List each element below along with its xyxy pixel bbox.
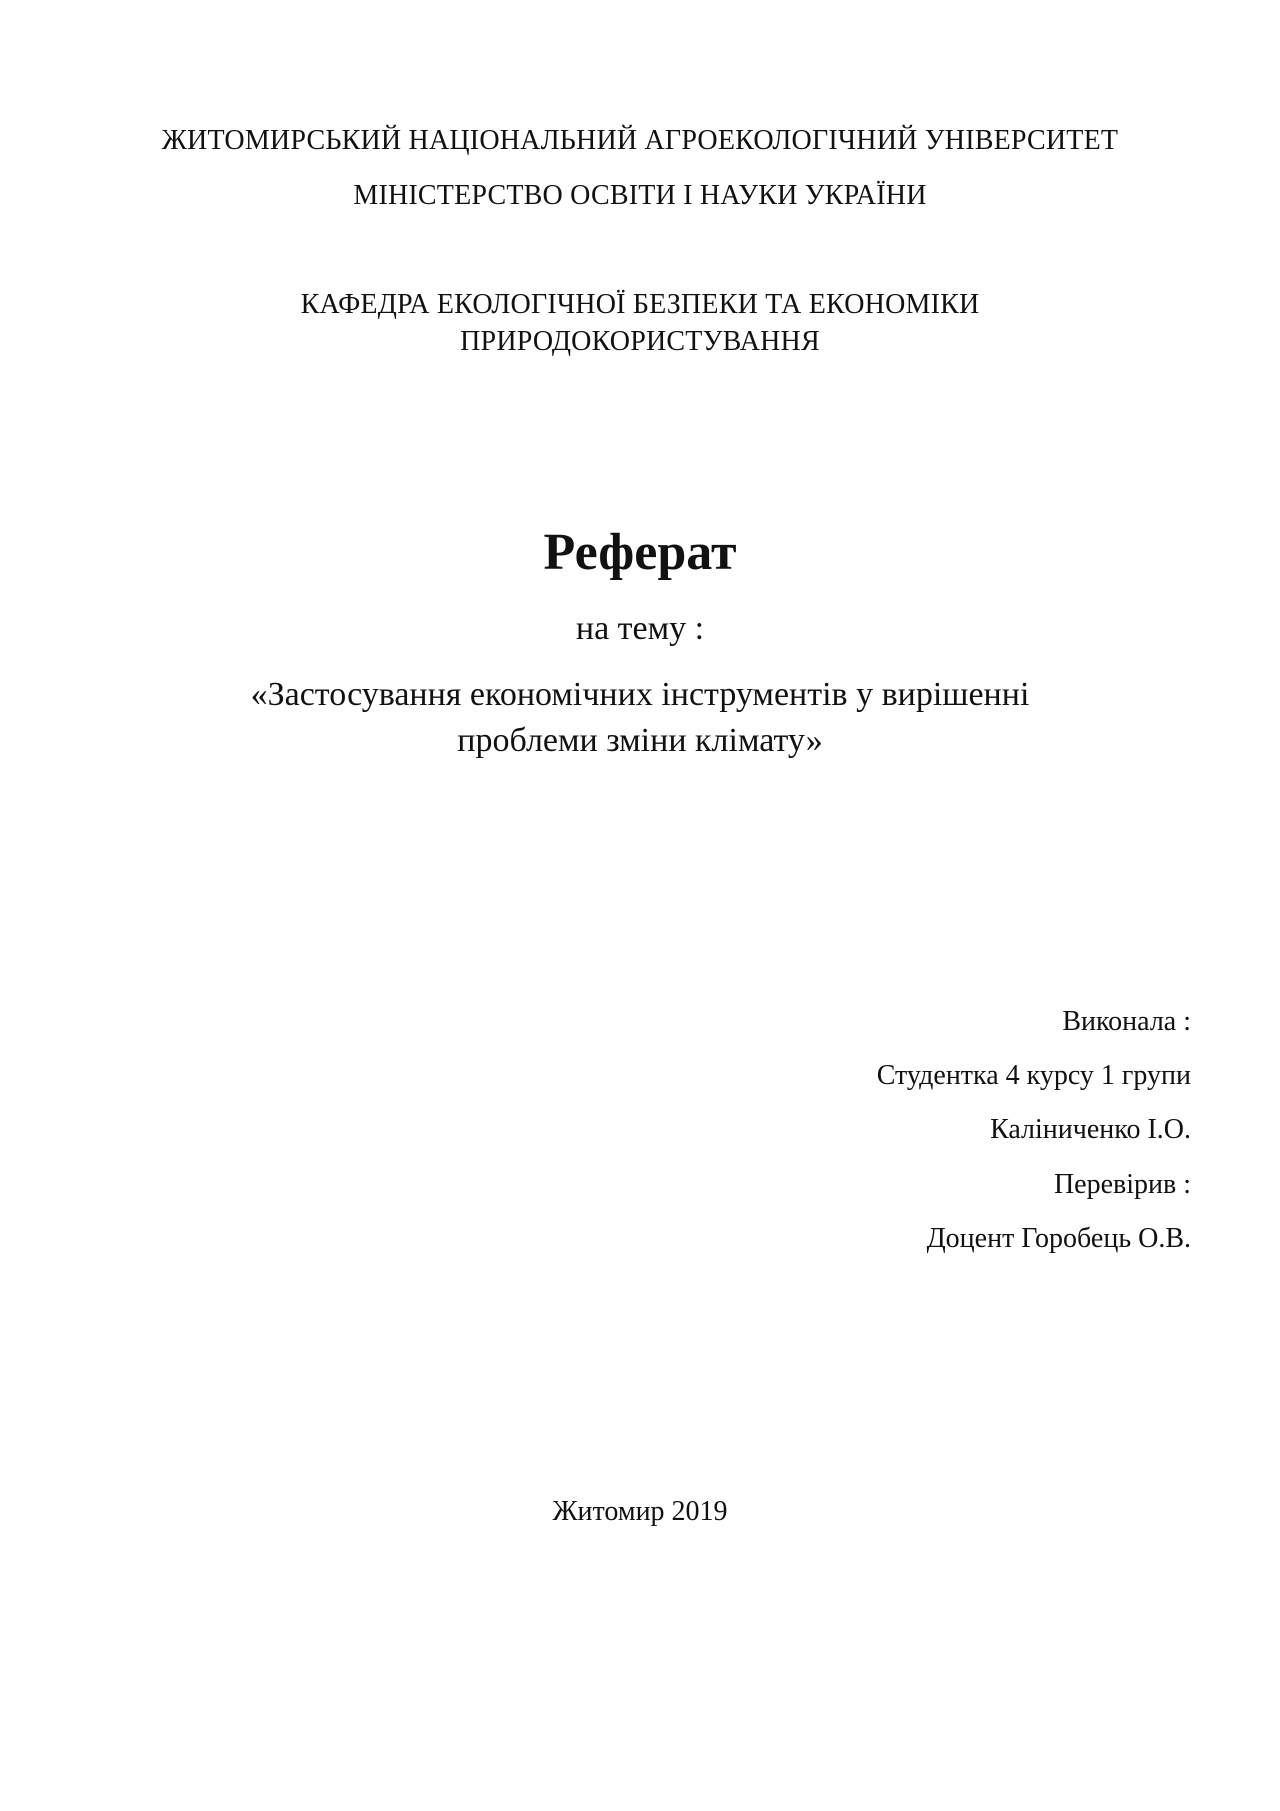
student-name: Каліниченко І.О. [990, 1114, 1191, 1145]
document-subtitle: на тему : [575, 610, 705, 647]
performed-label: Виконала : [1062, 1006, 1191, 1037]
university-name: ЖИТОМИРСЬКИЙ НАЦІОНАЛЬНИЙ АГРОЕКОЛОГІЧНИЙ УНІВЕРСИТЕТ [161, 125, 1119, 156]
checked-label: Перевірив : [1053, 1169, 1191, 1200]
document-title: Реферат [543, 524, 737, 581]
topic-line1: «Застосування економічних інструментів у вирішенні [250, 676, 1030, 713]
department-name-line1: КАФЕДРА ЕКОЛОГІЧНОЇ БЕЗПЕКИ ТА ЕКОНОМІКИ [300, 289, 980, 320]
topic-line2: проблеми зміни клімату» [457, 722, 823, 759]
city-year: Житомир 2019 [552, 1496, 728, 1527]
ministry-name: МІНІСТЕРСТВО ОСВІТИ І НАУКИ УКРАЇНИ [353, 180, 927, 211]
supervisor-name: Доцент Горобець О.В. [926, 1223, 1191, 1254]
student-info: Студентка 4 курсу 1 групи [876, 1060, 1191, 1091]
department-name-line2: ПРИРОДОКОРИСТУВАННЯ [460, 326, 820, 357]
